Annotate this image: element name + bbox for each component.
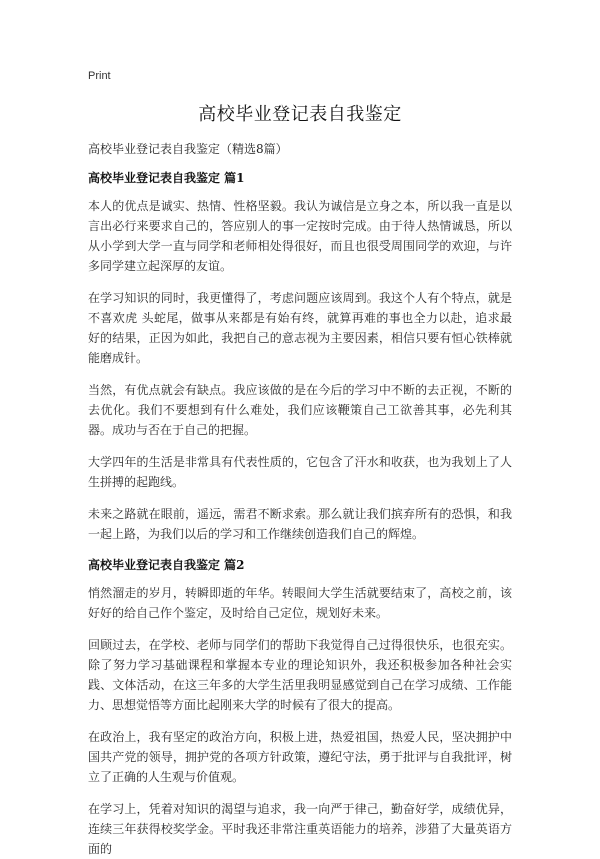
paragraph: 回顾过去，在学校、老师与同学们的帮助下我觉得自己过得很快乐，也很充实。除了努力学习基础课程和掌握本专业的理论知识外，我还积极参加各种社会实践、文体活动，在这三年多的大学生活里我明显感觉到自己在学习成绩、工作能力、思想觉悟等方面比起刚来大学的时候有了很大的提高。 — [88, 638, 512, 712]
paragraph: 在学习上，凭着对知识的渴望与追求，我一向严于律己，勤奋好学，成绩优异，连续三年获得校奖学金。平时我还非常注重英语能力的培养，涉猎了大量英语方面的 — [88, 802, 512, 856]
document-subtitle: 高校毕业登记表自我鉴定（精选8篇） — [88, 142, 288, 156]
paragraph: 未来之路就在眼前，遥远，需君不断求索。那么就让我们摈弃所有的恐惧，和我一起上路，为我们以后的学习和工作继续创造我们自己的辉煌。 — [88, 507, 512, 541]
paragraph: 在学习知识的同时，我更懂得了，考虑问题应该周到。我这个人有个特点，就是不喜欢虎 头蛇尾，做事从来都是有始有终，就算再难的事也全力以赴，追求最 好的结果，正因为如此，我把自己的意志视为主要因素，相信只要有恒心铁棒就能磨成针。 — [88, 291, 512, 365]
section-1 — [88, 169, 512, 544]
paragraph: 当然，有优点就会有缺点。我应该做的是在今后的学习中不断的去正视，不断的去优化。我们不要想到有什么难处，我们应该鞭策自己工欲善其事，必先利其器。成功与否在于自己的把握。 — [88, 383, 512, 437]
section-heading: 高校毕业登记表自我鉴定 篇1 — [88, 171, 245, 185]
paragraph: 本人的优点是诚实、热情、性格坚毅。我认为诚信是立身之本，所以我一直是以言出必行来要求自己的，答应别人的事一定按时完成。由于待人热情诚恳，所以从小学到大学一直与同学和老师相处得很好，而且也很受周围同学的欢迎，与许多同学建立起深厚的友谊。 — [88, 199, 512, 273]
paragraph: 悄然溜走的岁月，转瞬即逝的年华。转眼间大学生活就要结束了，高校之前，该好好的给自己作个鉴定，及时给自己定位，规划好未来。 — [88, 586, 512, 620]
print-link[interactable]: Print — [88, 70, 111, 82]
paragraph: 大学四年的生活是非常具有代表性质的，它包含了汗水和收获，也为我划上了人生拼搏的起跑线。 — [88, 455, 512, 489]
document-title: 高校毕业登记表自我鉴定 — [198, 104, 402, 125]
section-heading: 高校毕业登记表自我鉴定 篇2 — [88, 558, 245, 572]
paragraph: 在政治上，我有坚定的政治方向，积极上进，热爱祖国，热爱人民，坚决拥护中国共产党的领导，拥护党的各项方针政策，遵纪守法，勇于批评与自我批评，树立了正确的人生观与价值观。 — [88, 730, 512, 784]
section-2 — [88, 556, 512, 859]
